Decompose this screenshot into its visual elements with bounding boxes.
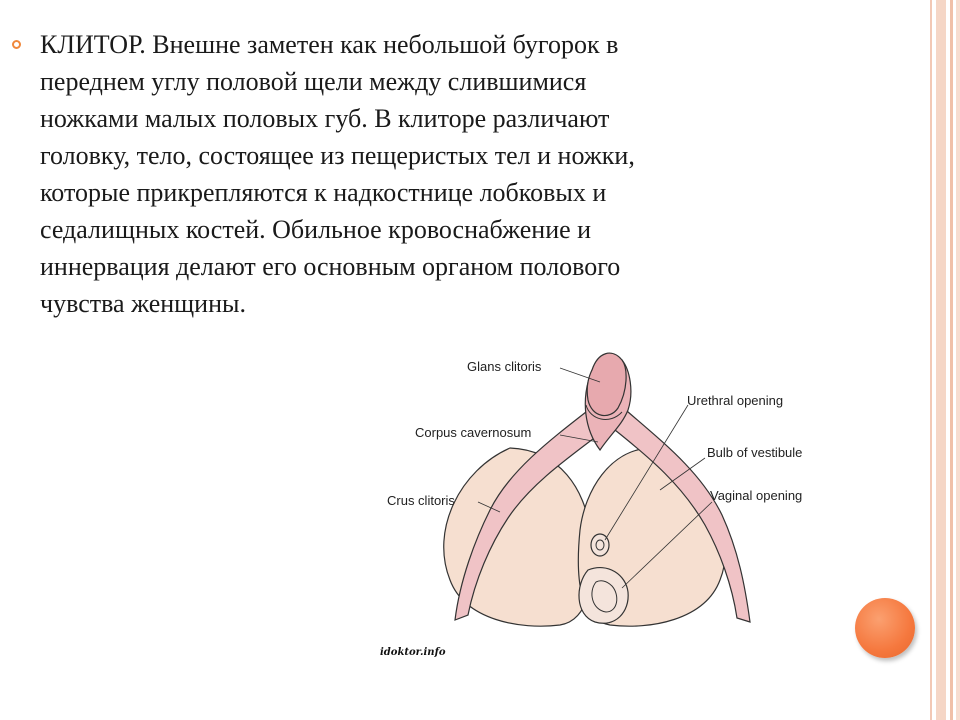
label-glans-clitoris: Glans clitoris: [467, 359, 542, 374]
bullet-icon: [12, 40, 21, 49]
decorative-orange-circle: [855, 598, 915, 658]
watermark-text: idoktor.info: [380, 647, 446, 658]
label-bulb-of-vestibule: Bulb of vestibule: [707, 445, 803, 460]
label-crus-clitoris: Crus clitoris: [387, 493, 455, 508]
label-corpus-cavernosum: Corpus cavernosum: [415, 425, 532, 440]
slide-body-text: КЛИТОР. Внешне заметен как небольшой бугорок в переднем углу половой щели между слившимися ножками малых половых губ. В клиторе различают головку, тело, состоящее из пещеристых тел и ножки, которые прикрепляются к надкостнице лобковых и седалищных костей. Обильное кровоснабжение и иннервация делают его основным органом полового чувства женщины.: [40, 30, 635, 318]
vaginal-opening: [579, 568, 628, 624]
label-urethral-opening: Urethral opening: [687, 393, 784, 408]
anatomy-diagram: [360, 330, 860, 670]
decorative-right-border: [930, 0, 960, 720]
label-vaginal-opening: Vaginal opening: [710, 488, 803, 503]
